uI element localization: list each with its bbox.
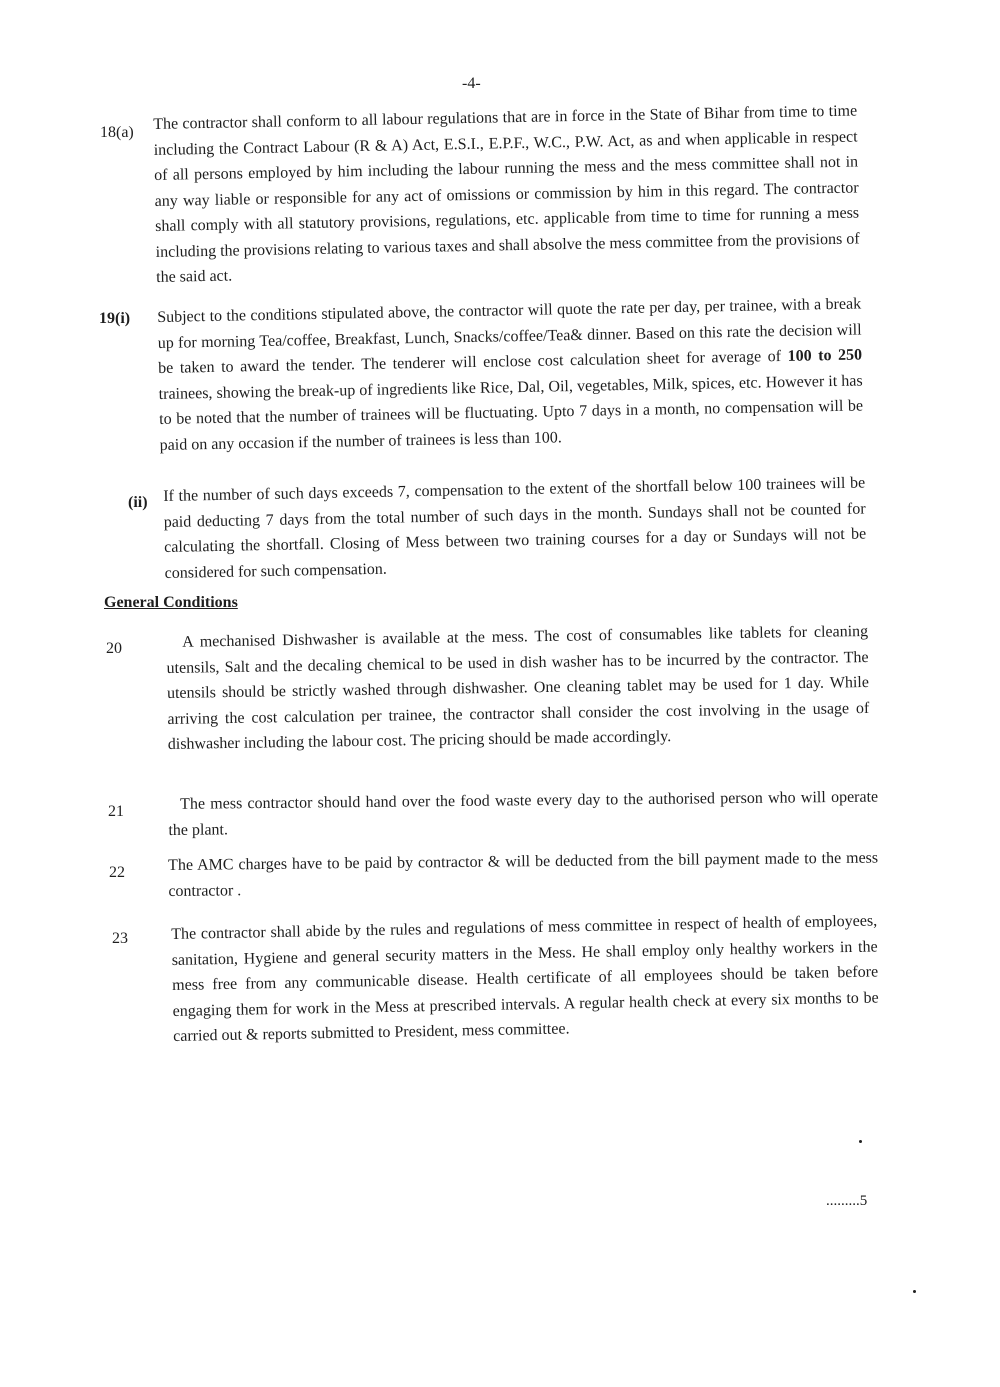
clause-text-part: Subject to the conditions stipulated above, the contractor will quote the rate per day, per trainee, with a break up for morning Tea/coffee, Breakfast, Lunch, Snacks/coffee/Tea& dinner. Based on this rate the decision will be taken to award the tender. The tenderer will enclose cost calculation sheet for average of [157,295,862,377]
clause-text-part: trainees, showing the break-up of ingredients like Rice, Dal, Oil, vegetables, Milk, spices, etc. However it has to be noted that the number of trainees will be fluctuating. Upto 7 days in a month, no compensation will be paid on any occasion if the number of trainees is less than 100. [158,371,864,454]
clause-number: 21 [108,803,124,820]
clause-number: 18(a) [100,124,134,141]
scan-speck [913,1290,916,1293]
clause-text: The contractor shall abide by the rules and regulations of mess committee in respect of health of employees, sanitation, Hygiene and general security matters in the Mess. He shall employ only healthy workers in the mess free from any communicable disease. Health certificate of all employees should be taken before engaging them for work in the Mess at prescribed intervals. A regular health check at every six months to be carried out & reports submitted to President, mess committee. [171,912,879,1045]
clause-number: (ii) [128,494,148,511]
continuation-marker: .........5 [826,1193,868,1209]
clause-text: The AMC charges have to be paid by contractor & will be deducted from the bill payment made to the mess contractor . [168,849,879,900]
clause-number: 23 [112,930,128,947]
trainee-range: 100 to 250 [787,346,863,365]
clause-number: 22 [109,864,125,881]
clause-number: 19(i) [99,310,131,327]
clause-text [157,291,864,457]
page-number: -4- [462,75,481,92]
scan-speck [859,1140,862,1143]
clause-number: 20 [106,640,122,657]
section-heading: General Conditions [104,594,238,611]
clause-text: A mechanised Dishwasher is available at the mess. The cost of consumables like tablets for cleaning utensils, Salt and the decaling chemical to be used in dish washer has to be incurred by the contractor. The utensils should be strictly washed through dishwasher. One cleaning tablet may be used for 1 day. While arriving the cost calculation per trainee, the contractor shall consider the cost involving in the usage of dishwasher including the labour cost. The pricing should be made accordingly. [166,622,870,753]
clause-text: The mess contractor should hand over the food waste every day to the authorised person who will operate the plant. [168,788,879,839]
clause-text: If the number of such days exceeds 7, compensation to the extent of the shortfall below 100 trainees will be paid deducting 7 days from the total number of such days in the month. Sundays shall not be counted for calculating the shortfall. Closing of Mess between two training courses for a day or Sundays will not be considered for such compensation. [163,474,867,582]
clause-text: The contractor shall conform to all labour regulations that are in force in the State of Bihar from time to time including the Contract Labour (R & A) Act, E.S.I., E.P.F., W.C., P.W. Act, as and when applicable in respect of all persons employed by him including the labour running the mess and the mess committee shall not in any way liable or responsible for any act of omissions or commission by him in this regard. The contractor shall comply with all statutory provisions, regulations, etc. applicable from time to time for running a mess including the provisions relating to various taxes and shall absolve the mess committee from the provisions of the said act. [153,102,860,286]
